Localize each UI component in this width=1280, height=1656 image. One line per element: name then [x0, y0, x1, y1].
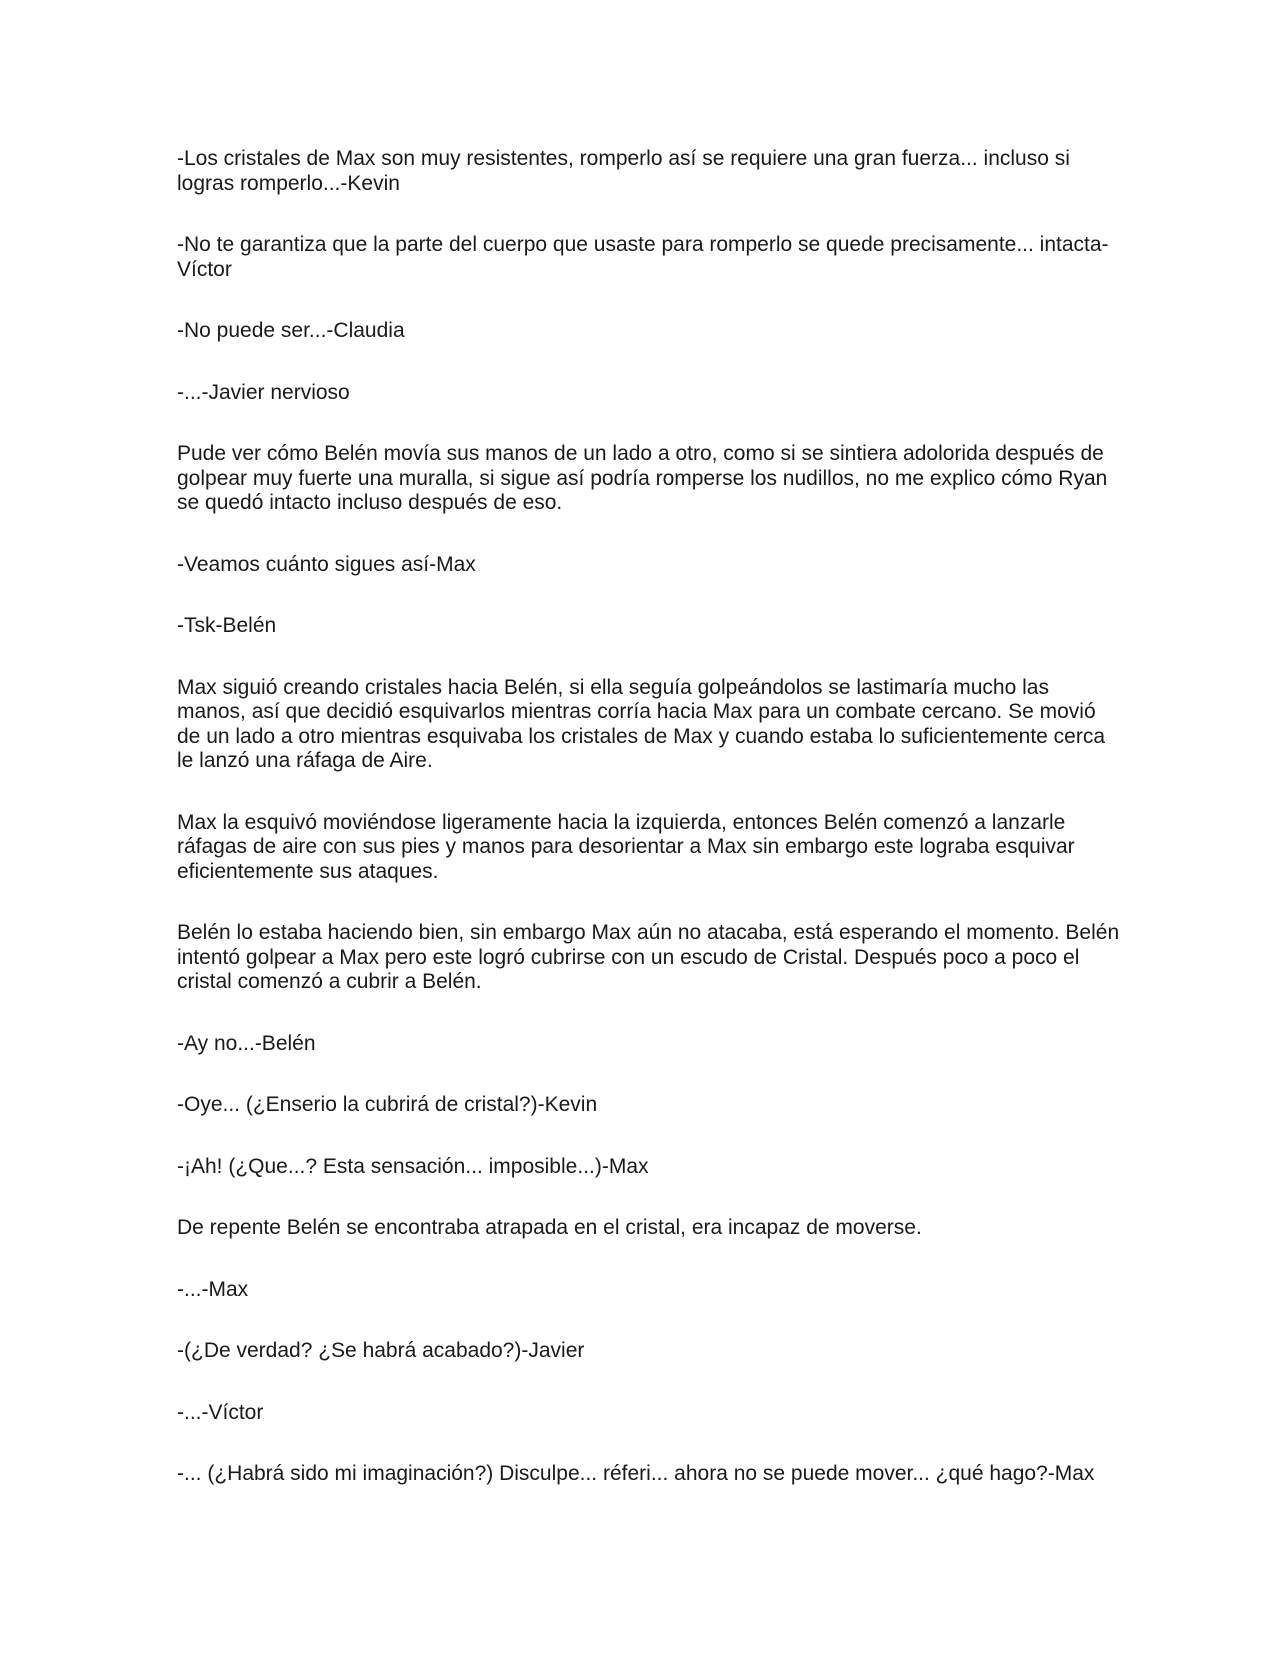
paragraph: -Veamos cuánto sigues así-Max: [177, 552, 476, 576]
paragraph: -Tsk-Belén: [177, 614, 277, 637]
paragraph: -... (¿Habrá sido mi imaginación?) Disculpe... réferi... ahora no se puede mover... ¿qué hago?-Max: [177, 1462, 1095, 1485]
paragraph: -(¿De verdad? ¿Se habrá acabado?)-Javier: [177, 1339, 585, 1362]
paragraph: -Ay no...-Belén: [177, 1031, 316, 1055]
paragraph: Max siguió creando cristales hacia Belén, si ella seguía golpeándolos se lastimaría mucho las manos, así que decidió esquivarlos mientras corría hacia Max para un combate cercano. Se movió de un lado a otro mientras esquivaba los cristales de Max y cuando estaba lo suficientemente cerca le lanzó una ráfaga de Aire.: [177, 675, 1106, 772]
paragraph: -¡Ah! (¿Que...? Esta sensación... imposible...)-Max: [177, 1154, 649, 1178]
paragraph: -Los cristales de Max son muy resistentes, romperlo así se requiere una gran fuerza... incluso si logras romperlo...-Kevin: [177, 147, 1070, 195]
paragraph: -...-Javier nervioso: [177, 380, 350, 404]
paragraph: -No te garantiza que la parte del cuerpo que usaste para romperlo se quede precisamente... intacta-Víctor: [177, 233, 1109, 281]
paragraph: Belén lo estaba haciendo bien, sin embargo Max aún no atacaba, está esperando el momento. Belén intentó golpear a Max pero este logró cubrirse con un escudo de Cristal. Después poco a poco el cristal comenzó a cubrir a Belén.: [177, 921, 1120, 993]
paragraph: -...-Víctor: [177, 1400, 264, 1424]
document-body: [177, 147, 1122, 1524]
paragraph: -...-Max: [177, 1277, 249, 1301]
paragraph: -Oye... (¿Enserio la cubrirá de cristal?)-Kevin: [177, 1093, 598, 1116]
paragraph: De repente Belén se encontraba atrapada en el cristal, era incapaz de moverse.: [177, 1216, 922, 1239]
paragraph: -No puede ser...-Claudia: [177, 319, 405, 342]
paragraph: Max la esquivó moviéndose ligeramente hacia la izquierda, entonces Belén comenzó a lanzarle ráfagas de aire con sus pies y manos para desorientar a Max sin embargo este lograba esquivar eficientemente sus ataques.: [177, 810, 1075, 883]
paragraph: Pude ver cómo Belén movía sus manos de un lado a otro, como si se sintiera adolorida después de golpear muy fuerte una muralla, si sigue así podría romperse los nudillos, no me explico cómo Ryan se quedó intacto incluso después de eso.: [177, 442, 1108, 514]
